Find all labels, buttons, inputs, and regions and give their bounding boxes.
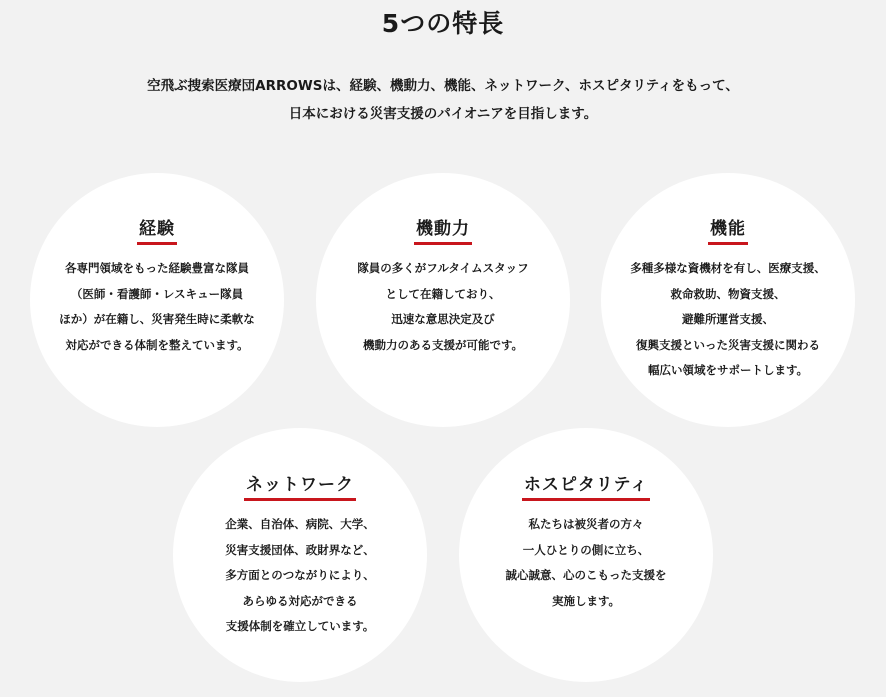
feature-text-line: 避難所運営支援、 <box>682 312 774 326</box>
feature-text-line: 救命救助、物資支援、 <box>670 286 786 301</box>
feature-text-line: 私たちは被災者の方々 <box>528 517 644 531</box>
feature-text-line: 企業、自治体、病院、大学、 <box>225 517 375 531</box>
feature-title: ホスピタリティ <box>522 473 650 501</box>
feature-text-line: 支援体制を確立しています。 <box>225 619 375 633</box>
feature-text-line: 隊員の多くがフルタイムスタッフ <box>357 261 529 275</box>
intro-line: 空飛ぶ捜索医療団ARROWSは、経験、機動力、機能、ネットワーク、ホスピタリティをもって、 <box>147 78 739 94</box>
feature-text-line: 復興支援といった災害支援に関わる <box>636 337 820 352</box>
feature-card-function <box>601 173 855 427</box>
feature-card-network <box>173 428 427 682</box>
feature-description <box>601 256 855 384</box>
feature-text-line: ほか）が在籍し、災害発生時に柔軟な <box>59 312 255 326</box>
feature-text-line: あらゆる対応ができる <box>242 593 358 608</box>
feature-text-line: 一人ひとりの側に立ち、 <box>522 542 650 557</box>
feature-title: 機能 <box>708 217 748 245</box>
feature-text-line: 幅広い領域をサポートします。 <box>647 363 809 377</box>
feature-text-line: 迅速な意思決定及び <box>391 312 495 326</box>
feature-text-line: 誠心誠意、心のこもった支援を <box>505 568 667 582</box>
feature-text-line: 多方面とのつながりにより、 <box>225 568 375 582</box>
feature-text-line: 災害支援団体、政財界など、 <box>225 542 375 557</box>
intro-line: 日本における災害支援のパイオニアを目指します。 <box>288 106 598 122</box>
feature-text-line: として在籍しており、 <box>385 286 501 301</box>
feature-description <box>459 512 713 614</box>
feature-text-line: 実施します。 <box>551 593 621 608</box>
feature-title: ネットワーク <box>244 473 356 501</box>
feature-title: 経験 <box>137 217 177 245</box>
feature-description <box>316 256 570 358</box>
feature-text-line: （医師・看護師・レスキュー隊員 <box>70 286 244 301</box>
feature-card-hospitality <box>459 428 713 682</box>
intro-text <box>0 72 886 128</box>
feature-text-line: 機動力のある支援が可能です。 <box>362 337 524 352</box>
feature-text-line: 各専門領域をもった経験豊富な隊員 <box>65 261 249 275</box>
section-title: 5つの特長 <box>381 9 505 38</box>
feature-description <box>173 512 427 640</box>
feature-text-line: 対応ができる体制を整えています。 <box>65 337 249 352</box>
feature-title: 機動力 <box>414 217 472 245</box>
feature-description <box>30 256 284 358</box>
feature-text-line: 多種多様な資機材を有し、医療支援、 <box>630 261 826 275</box>
feature-card-mobility <box>316 173 570 427</box>
feature-card-experience <box>30 173 284 427</box>
